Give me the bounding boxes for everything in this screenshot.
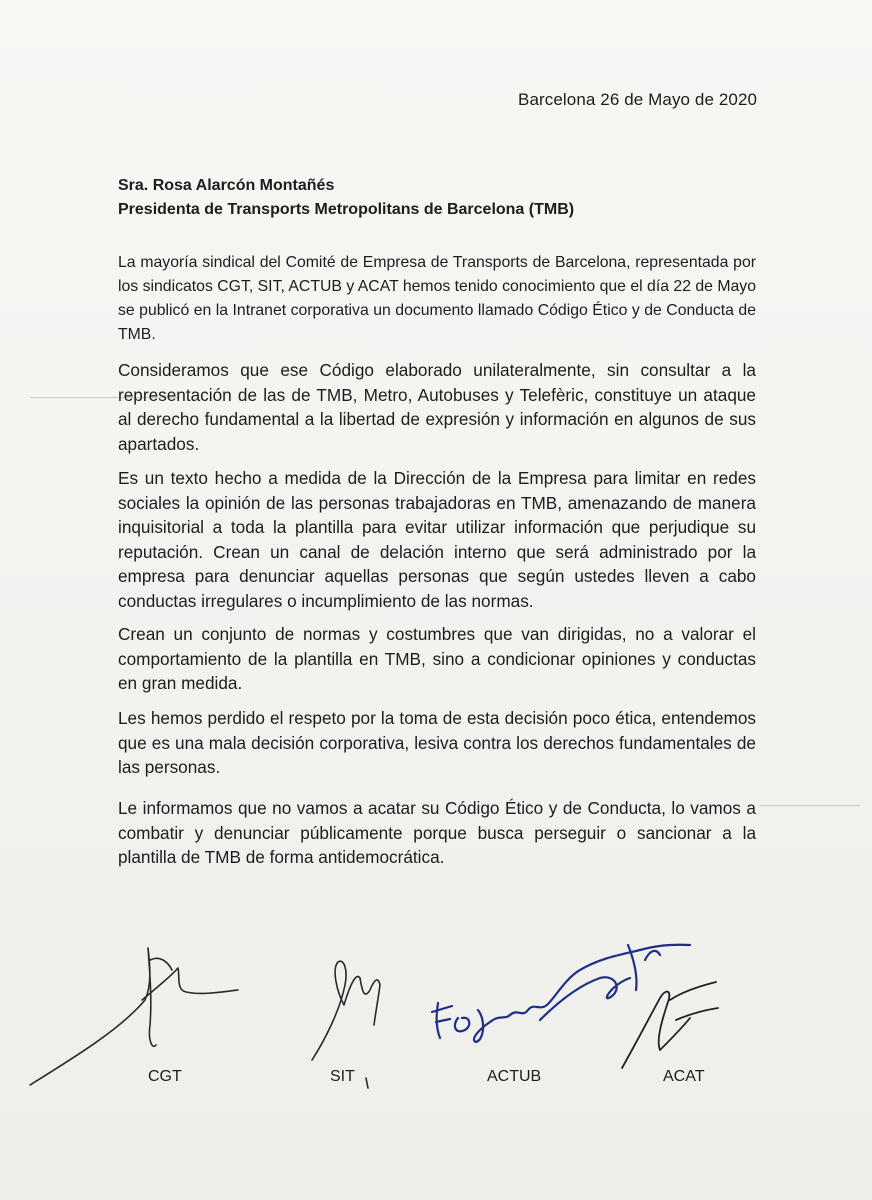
recipient-title: Presidenta de Transports Metropolitans de Barcelona (TMB) — [118, 201, 575, 218]
signature-label-actub: ACTUB — [487, 1068, 542, 1085]
paragraph: Les hemos perdido el respeto por la toma de esta decisión poco ética, entendemos que es una mala decisión corporativa, lesiva contra los derechos fundamentales de las personas. — [118, 708, 756, 777]
paragraph: Es un texto hecho a medida de la Dirección de la Empresa para limitar en redes sociales la opinión de las personas trabajadoras en TMB, amenazando de manera inquisitorial a toda la plantilla para evitar utilizar información que perjudique su reputación. Crean un canal de delación interno que será administrado por la empresa para denunciar aquellas personas que según ustedes lleven a cabo conductas irregulares o incumplimiento de las normas. — [118, 468, 756, 611]
signature-label-cgt: CGT — [148, 1068, 182, 1085]
recipient-name: Sra. Rosa Alarcón Montañés — [118, 177, 335, 194]
date-line: Barcelona 26 de Mayo de 2020 — [518, 90, 758, 109]
signature-cgt — [30, 948, 238, 1085]
signature-label-sit: SIT — [330, 1068, 355, 1085]
paragraph: La mayoría sindical del Comité de Empresa de Transports de Barcelona, representada por los sindicatos CGT, SIT, ACTUB y ACAT hemos tenido conocimiento que el día 22 de Mayo se publicó en la Intranet corporativa un documento llamado Código Ético y de Conducta de TMB. — [118, 254, 756, 343]
signature-actub — [432, 945, 690, 1042]
paragraph: Crean un conjunto de normas y costumbres que van dirigidas, no a valorar el comportamiento de la plantilla en TMB, sino a condicionar opiniones y conductas en gran medida. — [118, 624, 756, 693]
signature-label-acat: ACAT — [663, 1068, 705, 1085]
paragraph: Le informamos que no vamos a acatar su Código Ético y de Conducta, lo vamos a combatir y denunciar públicamente porque busca perseguir o sancionar a la plantilla de TMB de forma antidemocrática. — [118, 798, 756, 867]
signature-acat — [622, 982, 718, 1068]
paragraph: Consideramos que ese Código elaborado unilateralmente, sin consultar a la representación de las de TMB, Metro, Autobuses y Telefèric, constituye un ataque al derecho fundamental a la libertad de expresión y información en algunos de sus apartados. — [118, 360, 756, 454]
